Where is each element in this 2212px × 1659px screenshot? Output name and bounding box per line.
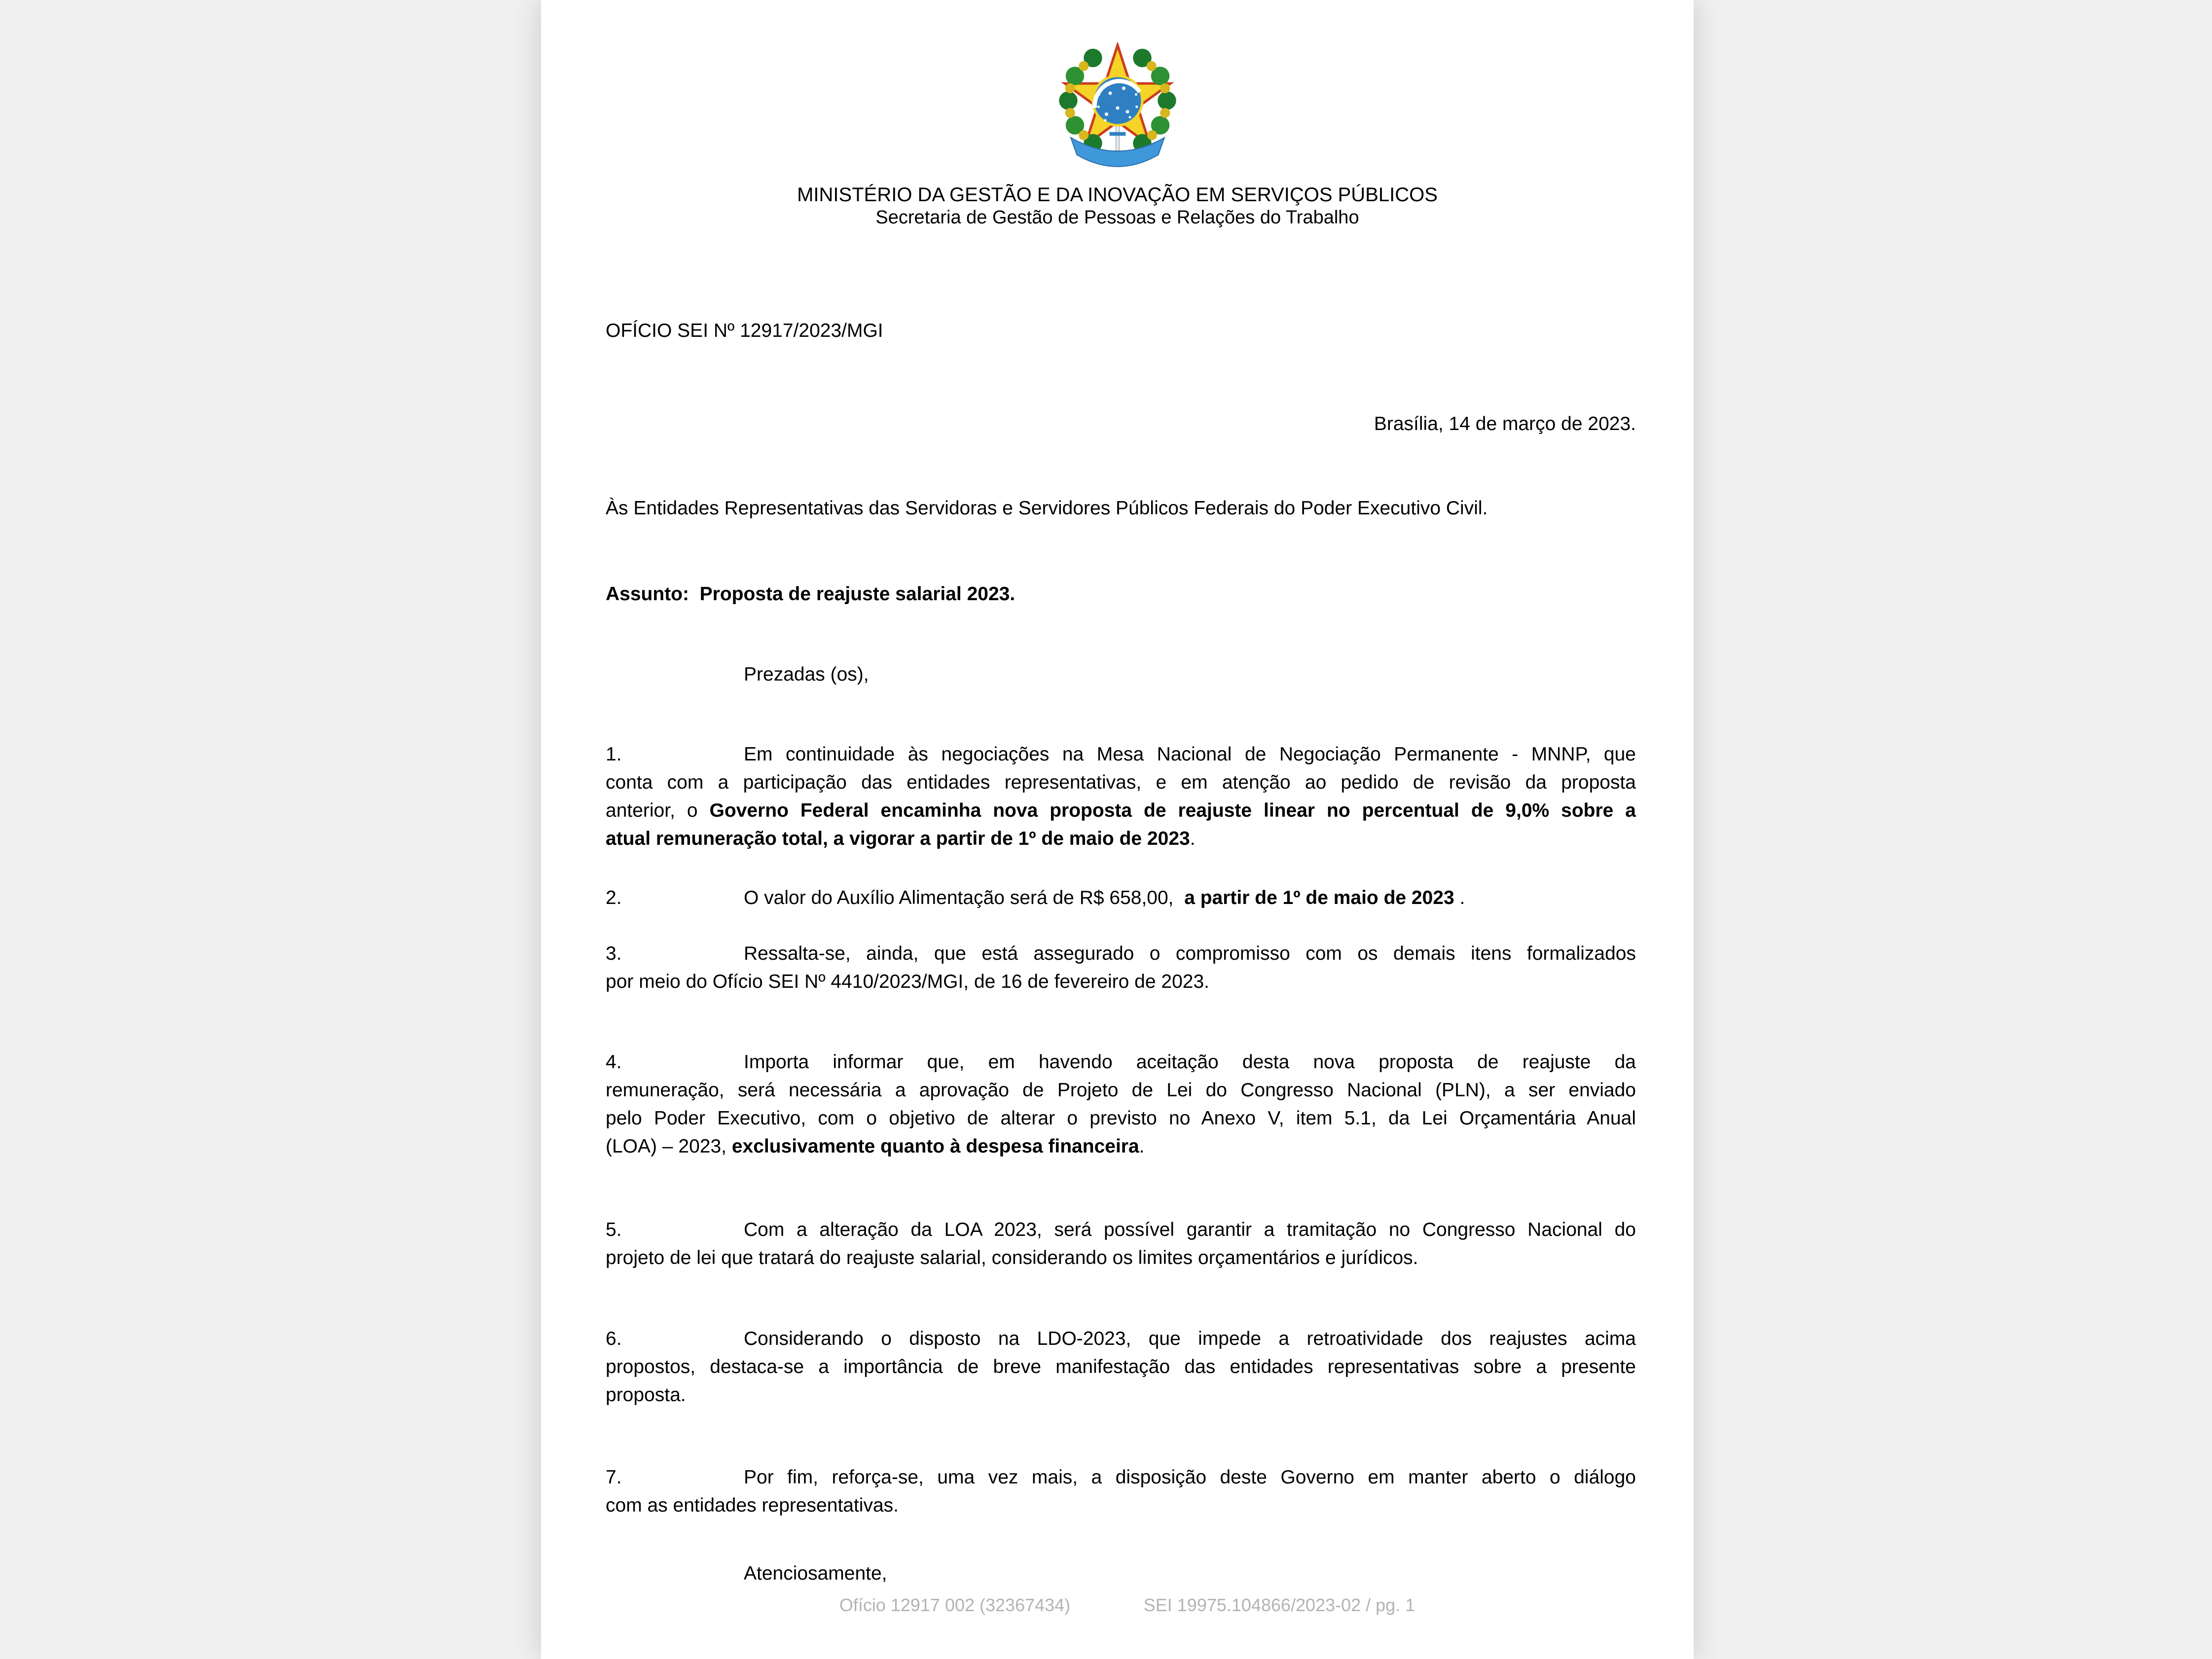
paragraph-number: 4. [606, 1051, 622, 1073]
paragraph-text: . [1139, 1136, 1145, 1157]
footer-document-reference: Ofício 12917 002 (32367434) [839, 1595, 1071, 1615]
paragraph-line [606, 1244, 1636, 1272]
paragraph-text: anterior, o [606, 800, 710, 821]
document-paragraph-4 [606, 1048, 1636, 1160]
salutation: Prezadas (os), [744, 664, 869, 685]
paragraph-number: 5. [606, 1219, 622, 1240]
addressee-line: Às Entidades Representativas das Servidoras e Servidores Públicos Federais do Poder Executivo Civil. [606, 498, 1488, 519]
paragraph-line [606, 1353, 1636, 1381]
paragraph-line [606, 796, 1636, 825]
paragraph-line [606, 825, 1636, 853]
document-paragraph-2 [606, 884, 1636, 912]
reference-line: OFÍCIO SEI Nº 12917/2023/MGI [606, 320, 883, 341]
paragraph-text: Ressalta-se, ainda, que está assegurado o compromisso com os demais itens formalizados [744, 943, 1636, 964]
organization-header [541, 183, 1694, 229]
subject-line: Assunto: Proposta de reajuste salarial 2023. [606, 583, 1015, 605]
paragraph-line [606, 1048, 1636, 1076]
paragraph-line [606, 1325, 1636, 1353]
document-paragraph-5 [606, 1216, 1636, 1272]
paragraph-text: proposta. [606, 1384, 686, 1406]
paragraph-text: propostos, destaca-se a importância de breve manifestação das entidades representativas sobre a presente [606, 1356, 1636, 1377]
paragraph-text: Por fim, reforça-se, uma vez mais, a disposição deste Governo em manter aberto o diálogo [744, 1467, 1636, 1488]
paragraph-text: com as entidades representativas. [606, 1495, 899, 1516]
paragraph-text: Com a alteração da LOA 2023, será possível garantir a tramitação no Congresso Nacional do [744, 1219, 1636, 1240]
org-secretariat: Secretaria de Gestão de Pessoas e Relações do Trabalho [875, 207, 1359, 228]
paragraph-line [606, 768, 1636, 796]
paragraph-text: pelo Poder Executivo, com o objetivo de alterar o previsto no Anexo V, item 5.1, da Lei Orçamentária Anual [606, 1108, 1636, 1129]
closing: Atenciosamente, [744, 1563, 887, 1584]
paragraph-text: Importa informar que, em havendo aceitação desta nova proposta de reajuste da [744, 1051, 1636, 1073]
paragraph-text: projeto de lei que tratará do reajuste salarial, considerando os limites orçamentários e jurídicos. [606, 1247, 1418, 1268]
brazil-coat-of-arms-icon [1056, 42, 1179, 179]
paragraph-text: (LOA) – 2023, [606, 1136, 732, 1157]
paragraph-text-bold: a partir de 1º de maio de 2023 [1184, 887, 1454, 908]
paragraph-line [606, 1381, 1636, 1409]
document-paragraph-7 [606, 1463, 1636, 1519]
paragraph-line [606, 740, 1636, 768]
paragraph-text: conta com a participação das entidades representativas, e em atenção ao pedido de revisão da proposta [606, 772, 1636, 793]
document-paragraph-3 [606, 939, 1636, 996]
paragraph-text-bold: atual remuneração total, a vigorar a partir de 1º de maio de 2023 [606, 828, 1190, 849]
paragraph-line [606, 1216, 1636, 1244]
document-paragraph-1 [606, 740, 1636, 853]
paragraph-text-bold: Governo Federal encaminha nova proposta de reajuste linear no percentual de 9,0% sobre a [709, 800, 1636, 821]
paragraph-line [606, 884, 1636, 912]
paragraph-line [606, 1076, 1636, 1104]
paragraph-line [606, 1463, 1636, 1491]
paragraph-line [606, 939, 1636, 968]
paragraph-text: remuneração, será necessária a aprovação de Projeto de Lei do Congresso Nacional (PLN), a ser enviado [606, 1080, 1636, 1101]
paragraph-text: por meio do Ofício SEI Nº 4410/2023/MGI, de 16 de fevereiro de 2023. [606, 971, 1209, 992]
document-paragraph-6 [606, 1325, 1636, 1409]
paragraph-text: . [1190, 828, 1196, 849]
org-name: MINISTÉRIO DA GESTÃO E DA INOVAÇÃO EM SERVIÇOS PÚBLICOS [797, 184, 1438, 206]
date-line: Brasília, 14 de março de 2023. [1374, 413, 1636, 434]
paragraph-line [606, 1132, 1636, 1160]
paragraph-number: 6. [606, 1328, 622, 1349]
paragraph-line [606, 968, 1636, 996]
paragraph-text: . [1454, 887, 1465, 908]
paragraph-line [606, 1104, 1636, 1132]
paragraph-text-bold: exclusivamente quanto à despesa financeira [731, 1136, 1139, 1157]
paragraph-line [606, 1491, 1636, 1519]
paragraph-number: 7. [606, 1467, 622, 1488]
paragraph-number: 1. [606, 744, 622, 765]
paragraph-text: O valor do Auxílio Alimentação será de R$ 658,00, [744, 887, 1185, 908]
paragraph-number: 2. [606, 887, 622, 908]
paragraph-text: Considerando o disposto na LDO-2023, que impede a retroatividade dos reajustes acima [744, 1328, 1636, 1349]
footer-sei-process-page: SEI 19975.104866/2023-02 / pg. 1 [1143, 1595, 1415, 1615]
paragraph-number: 3. [606, 943, 622, 964]
paragraph-text: Em continuidade às negociações na Mesa Nacional de Negociação Permanente - MNNP, que [744, 744, 1636, 765]
document-page [541, 0, 1694, 1659]
